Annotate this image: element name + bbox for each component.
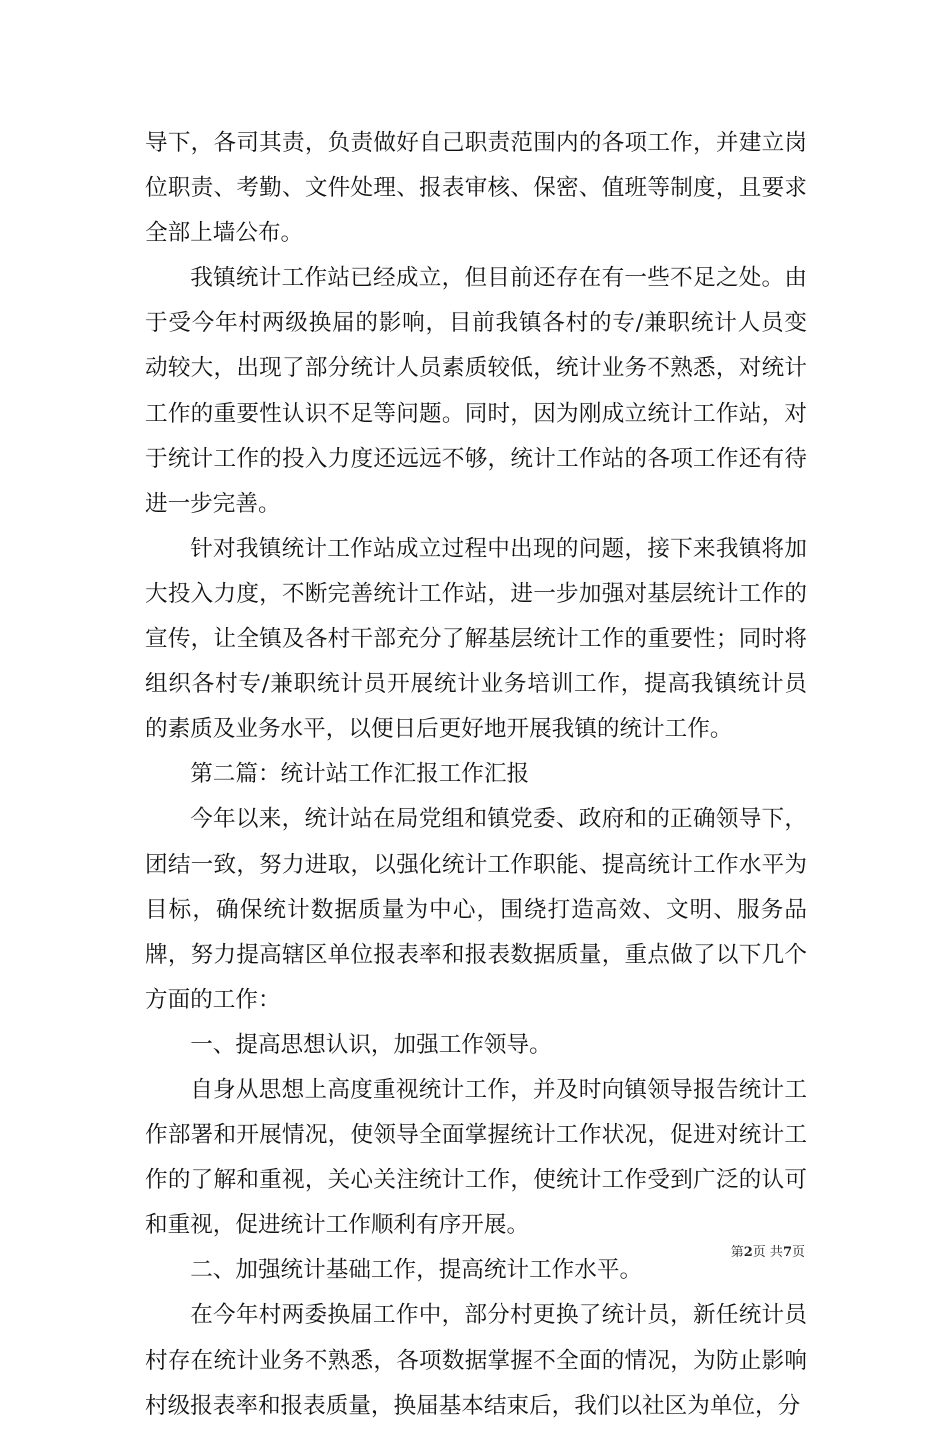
footer-suffix: 页	[791, 1245, 805, 1260]
subheading-1: 一、提高思想认识，加强工作领导。	[190, 1031, 552, 1058]
paragraph-7: 自身从思想上高度重视统计工作，并及时向镇领导报告统计工作部署和开展情况，使领导全面掌握统计工作状况，促进对统计工作的了解和重视，关心关注统计工作，使统计工作受到广泛的认可和重视，促进统计工作顺利有序开展。	[145, 1076, 807, 1239]
footer-page-current: 2	[743, 1245, 753, 1260]
paragraph-5: 今年以来，统计站在局党组和镇党委、政府和的正确领导下，团结一致，努力进取，以强化统计工作职能、提高统计工作水平为目标，确保统计数据质量为中心，围绕打造高效、文明、服务品牌，努力提高辖区单位报表率和报表数据质量，重点做了以下几个方面的工作：	[145, 806, 807, 1013]
section-heading-2: 第二篇：统计站工作汇报工作汇报	[190, 761, 530, 788]
paragraph-2: 我镇统计工作站已经成立，但目前还存在有一些不足之处。由于受今年村两级换届的影响，目前我镇各村的专/兼职统计人员变动较大，出现了部分统计人员素质较低，统计业务不熟悉，对统计工作的重要性认识不足等问题。同时，因为刚成立统计工作站，对于统计工作的投入力度还远远不够，统计工作站的各项工作还有待进一步完善。	[145, 265, 807, 517]
subheading-2: 二、加强统计基础工作，提高统计工作水平。	[190, 1257, 643, 1284]
footer-prefix: 第	[730, 1245, 744, 1260]
footer-middle: 页 共	[752, 1245, 783, 1260]
paragraph-3: 针对我镇统计工作站成立过程中出现的问题，接下来我镇将加大投入力度，不断完善统计工作站，进一步加强对基层统计工作的宣传，让全镇及各村干部充分了解基层统计工作的重要性；同时将组织各村专/兼职统计员开展统计业务培训工作，提高我镇统计员的素质及业务水平，以便日后更好地开展我镇的统计工作。	[145, 535, 807, 743]
paragraph-1: 导下，各司其责，负责做好自己职责范围内的各项工作，并建立岗位职责、考勤、文件处理、报表审核、保密、值班等制度，且要求全部上墙公布。	[145, 130, 807, 247]
page-footer	[731, 1245, 805, 1261]
document-body	[145, 121, 807, 1429]
paragraph-9: 在今年村两委换届工作中，部分村更换了统计员，新任统计员村存在统计业务不熟悉，各项数据掌握不全面的情况，为防止影响村级报表率和报表质量，换届基本结束后，我们以社区为单位，分	[145, 1302, 807, 1419]
footer-page-total: 7	[782, 1245, 792, 1260]
